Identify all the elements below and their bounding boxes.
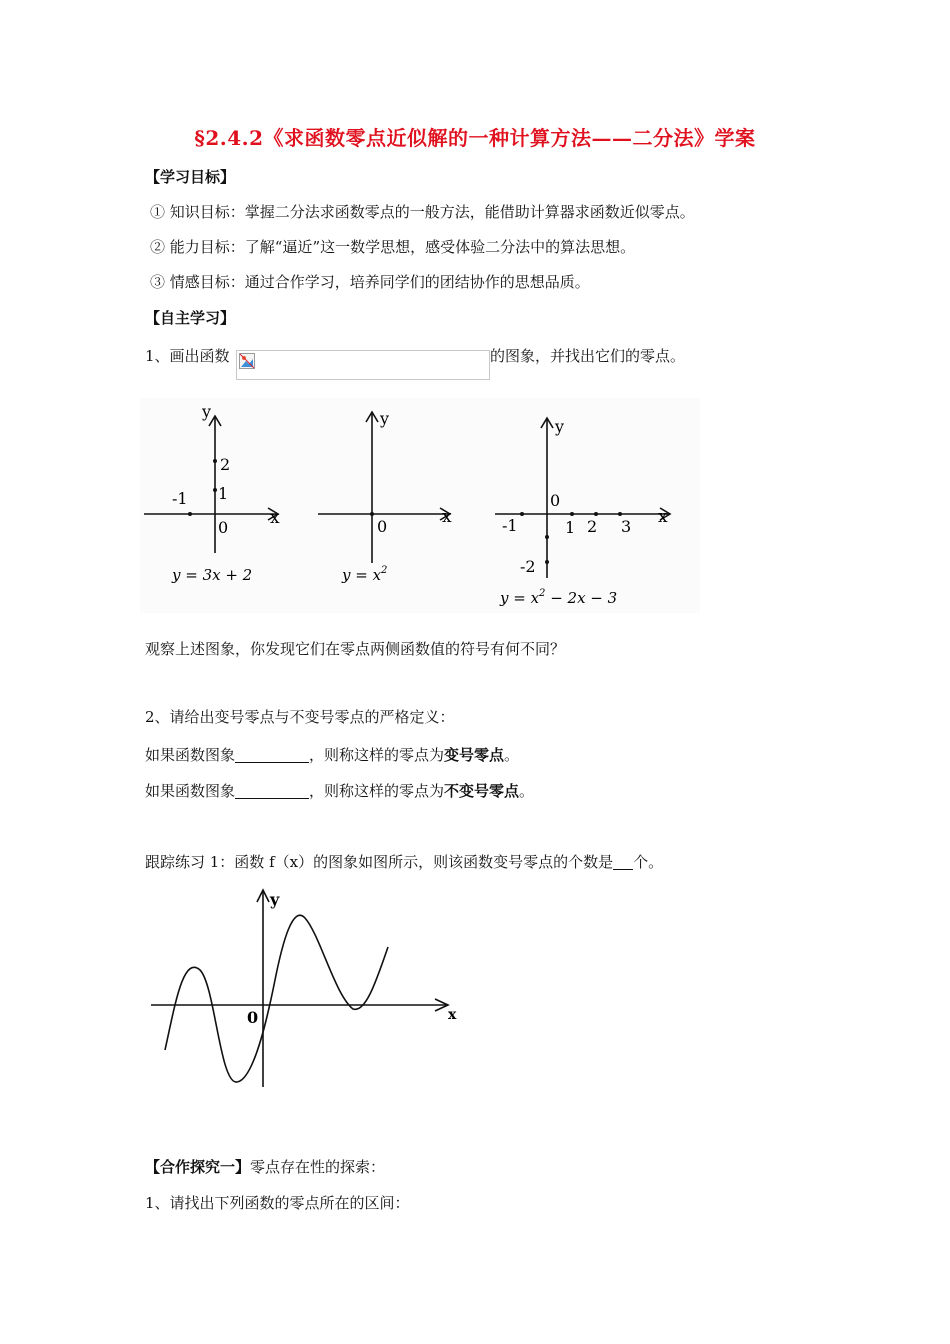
question-1-suffix: 的图象，并找出它们的零点。 — [490, 347, 686, 365]
goal-knowledge: ① 知识目标：掌握二分法求函数零点的一般方法，能借助计算器求函数近似零点。 — [150, 203, 695, 221]
graph-parabola-x-label: x — [442, 507, 452, 527]
graph-linear-point — [188, 512, 192, 516]
definition-sign-change: 如果函数图象 ，则称这样的零点为变号零点。 — [145, 746, 520, 764]
graph-linear-y-label: y — [202, 402, 212, 421]
practice-x-label: x — [448, 1007, 457, 1023]
goal-emotion: ③ 情感目标：通过合作学习，培养同学们的团结协作的思想品质。 — [150, 273, 590, 291]
goals-header: 【学习目标】 — [145, 168, 236, 186]
graph-parabola-y-label: y — [380, 409, 390, 428]
graph-linear-caption: y = 3x + 2 — [172, 566, 253, 584]
graph-quadratic-tick: 2 — [587, 517, 598, 536]
page-title: §2.4.2《求函数零点近似解的一种计算方法——二分法》学案 — [194, 126, 756, 150]
explore-header: 【合作探究一】 — [145, 1158, 251, 1176]
observe-question: 观察上述图象，你发现它们在零点两侧函数值的符号有何不同？ — [145, 640, 566, 658]
practice-y-label: y — [270, 890, 280, 909]
answer-blank[interactable] — [235, 746, 309, 763]
definition-no-sign-change: 如果函数图象 ，则称这样的零点为不变号零点。 — [145, 782, 535, 800]
graph-quadratic-tick: 1 — [565, 518, 576, 537]
goal-ability: ② 能力目标：了解“逼近”这一数学思想，感受体验二分法中的算法思想。 — [150, 238, 636, 256]
graph-linear-x-label: x — [270, 508, 280, 528]
graph-quadratic-tick: -1 — [502, 516, 518, 535]
graph-quadratic-y-label: y — [555, 417, 565, 436]
graph-linear-origin: 0 — [218, 518, 229, 537]
graph-linear-tick: 2 — [220, 455, 231, 474]
question-2: 2、请给出变号零点与不变号零点的严格定义： — [145, 708, 455, 726]
practice-curve — [165, 915, 388, 1082]
graph-linear-tick: -1 — [172, 489, 188, 508]
answer-blank[interactable] — [613, 853, 633, 870]
graph-quadratic-tick: 3 — [621, 517, 632, 536]
function-graphs — [140, 398, 700, 613]
explore-question-1: 1、请找出下列函数的零点所在的区间： — [145, 1194, 410, 1212]
graph-linear-tick: 1 — [218, 484, 229, 503]
practice-origin: 0 — [247, 1008, 259, 1027]
graph-quadratic-caption: $y = x^2 - 2x - 3$ — [500, 588, 618, 607]
explore-header-rest: 零点存在性的探索： — [250, 1158, 386, 1176]
answer-blank[interactable] — [235, 782, 309, 799]
broken-image-icon — [239, 353, 255, 369]
self-study-header: 【自主学习】 — [145, 309, 236, 327]
graph-quadratic-tick: -2 — [520, 557, 536, 576]
graph-parabola-origin: 0 — [377, 517, 388, 536]
broken-formula-image — [236, 350, 490, 380]
graph-quadratic-x-label: x — [658, 507, 668, 527]
practice-question: 跟踪练习 1：函数 f（x）的图象如图所示，则该函数变号零点的个数是 个。 — [145, 853, 664, 871]
graph-quadratic-origin: 0 — [550, 491, 561, 510]
explore-section — [145, 1156, 385, 1177]
question-1-prefix: 1、画出函数 — [145, 347, 230, 365]
practice-graph — [145, 885, 475, 1095]
graph-parabola-caption: $y = x^2$ — [342, 565, 388, 584]
